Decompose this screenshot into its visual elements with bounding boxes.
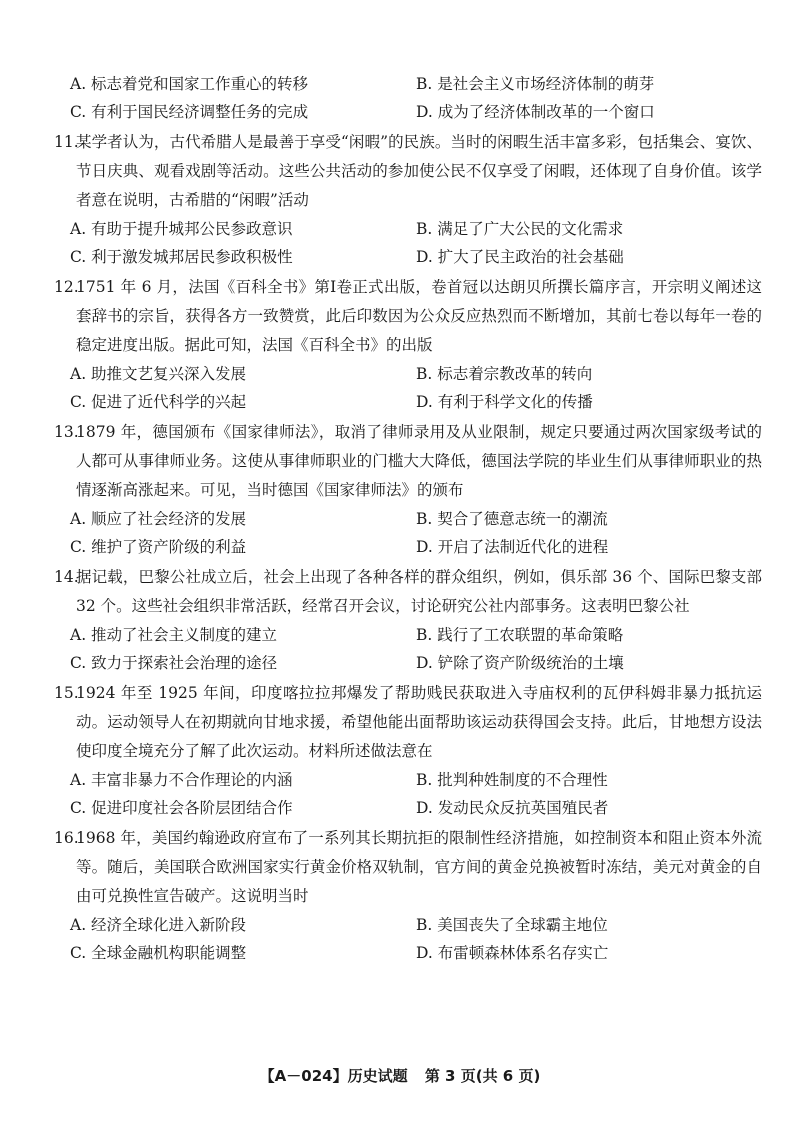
option-c: C. 利于激发城邦居民参政积极性 [70, 248, 293, 266]
question-text: 据记载，巴黎公社成立后，社会上出现了各种各样的群众组织，例如，俱乐部 36 个、国际巴黎支部 32 个。这些社会组织非常活跃，经常召开会议，讨论研究公社内部事务。这表明巴黎公社 [76, 568, 762, 615]
options-row [54, 533, 762, 561]
question-number: 14. [54, 568, 79, 586]
option-a: A. 标志着党和国家工作重心的转移 [70, 75, 309, 93]
option-b: B. 是社会主义市场经济体制的萌芽 [416, 75, 655, 93]
question-14 [54, 563, 762, 677]
option-b: B. 美国丧失了全球霸主地位 [416, 916, 608, 934]
option-c: C. 有利于国民经济调整任务的完成 [70, 103, 309, 121]
question-stem [54, 563, 762, 621]
question-stem [54, 128, 762, 215]
page-number: 第 3 页(共 6 页) [424, 1067, 541, 1085]
options-row [54, 939, 762, 967]
options-row [54, 98, 762, 126]
option-c: C. 促进印度社会各阶层团结合作 [70, 799, 293, 817]
option-a: A. 经济全球化进入新阶段 [70, 916, 247, 934]
option-b: B. 满足了广大公民的文化需求 [416, 220, 624, 238]
question-15 [54, 679, 762, 822]
options-row [54, 360, 762, 388]
option-b: B. 践行了工农联盟的革命策略 [416, 626, 624, 644]
options-row [54, 388, 762, 416]
option-d: D. 开启了法制近代化的进程 [416, 538, 609, 556]
question-list [54, 68, 762, 967]
question-text: 1751 年 6 月，法国《百科全书》第Ⅰ卷正式出版，卷首冠以达朗贝所撰长篇序言，开宗明义阐述这套辞书的宗旨，获得各方一致赞赏，此后印数因为公众反应热烈而不断增加，其前七卷以每年一卷的稳定进度出版。据此可知，法国《百科全书》的出版 [76, 278, 762, 354]
option-c: C. 全球金融机构职能调整 [70, 944, 247, 962]
option-a: A. 有助于提升城邦公民参政意识 [70, 220, 293, 238]
question-13 [54, 418, 762, 561]
options-row [54, 505, 762, 533]
option-d: D. 铲除了资产阶级统治的土壤 [416, 654, 624, 672]
option-d: D. 布雷顿森林体系名存实亡 [416, 944, 609, 962]
question-number: 16. [54, 829, 79, 847]
question-number: 12. [54, 278, 79, 296]
option-c: C. 致力于探索社会治理的途径 [70, 654, 278, 672]
options-row [54, 794, 762, 822]
option-a: A. 顺应了社会经济的发展 [70, 510, 247, 528]
question-stem [54, 824, 762, 911]
options-row [54, 649, 762, 677]
question-12 [54, 273, 762, 416]
option-d: D. 扩大了民主政治的社会基础 [416, 248, 624, 266]
question-number: 13. [54, 423, 79, 441]
question-number: 11. [54, 133, 79, 151]
option-a: A. 丰富非暴力不合作理论的内涵 [70, 771, 293, 789]
question-text: 1924 年至 1925 年间，印度喀拉拉邦爆发了帮助贱民获取进入寺庙权利的瓦伊科姆非暴力抵抗运动。运动领导人在初期就向甘地求援，希望他能出面帮助该运动获得国会支持。此后，甘地想方设法使印度全境充分了解了此次运动。材料所述做法意在 [76, 684, 762, 760]
option-d: D. 成为了经济体制改革的一个窗口 [416, 103, 655, 121]
option-a: A. 助推文艺复兴深入发展 [70, 365, 247, 383]
option-c: C. 促进了近代科学的兴起 [70, 393, 247, 411]
question-stem [54, 273, 762, 360]
options-row [54, 766, 762, 794]
question-text: 1879 年，德国颁布《国家律师法》，取消了律师录用及从业限制，规定只要通过两次国家级考试的人都可从事律师业务。这使从事律师职业的门槛大大降低，德国法学院的毕业生们从事律师职业的热情逐渐高涨起来。可见，当时德国《国家律师法》的颁布 [76, 423, 762, 499]
option-c: C. 维护了资产阶级的利益 [70, 538, 247, 556]
option-b: B. 标志着宗教改革的转向 [416, 365, 593, 383]
option-d: D. 发动民众反抗英国殖民者 [416, 799, 609, 817]
option-b: B. 批判种姓制度的不合理性 [416, 771, 608, 789]
options-row [54, 70, 762, 98]
question-stem [54, 679, 762, 766]
question-11 [54, 128, 762, 271]
option-d: D. 有利于科学文化的传播 [416, 393, 593, 411]
options-row [54, 911, 762, 939]
page-footer [0, 1065, 800, 1086]
question-text: 某学者认为，古代希腊人是最善于享受“闲暇”的民族。当时的闲暇生活丰富多彩，包括集会、宴饮、节日庆典、观看戏剧等活动。这些公共活动的参加使公民不仅享受了闲暇，还体现了自身价值。该学者意在说明，古希腊的“闲暇”活动 [76, 133, 762, 209]
options-row [54, 621, 762, 649]
options-row [54, 215, 762, 243]
question-number: 15. [54, 684, 79, 702]
exam-code: 【A－024】历史试题 [259, 1067, 408, 1085]
question-text: 1968 年，美国约翰逊政府宣布了一系列其长期抗拒的限制性经济措施，如控制资本和阻止资本外流等。随后，美国联合欧洲国家实行黄金价格双轨制，官方间的黄金兑换被暂时冻结，美元对黄金的自由可兑换性宣告破产。这说明当时 [76, 829, 762, 905]
question-stem [54, 418, 762, 505]
question-16 [54, 824, 762, 967]
option-b: B. 契合了德意志统一的潮流 [416, 510, 608, 528]
question-10 [54, 70, 762, 126]
options-row [54, 243, 762, 271]
option-a: A. 推动了社会主义制度的建立 [70, 626, 278, 644]
